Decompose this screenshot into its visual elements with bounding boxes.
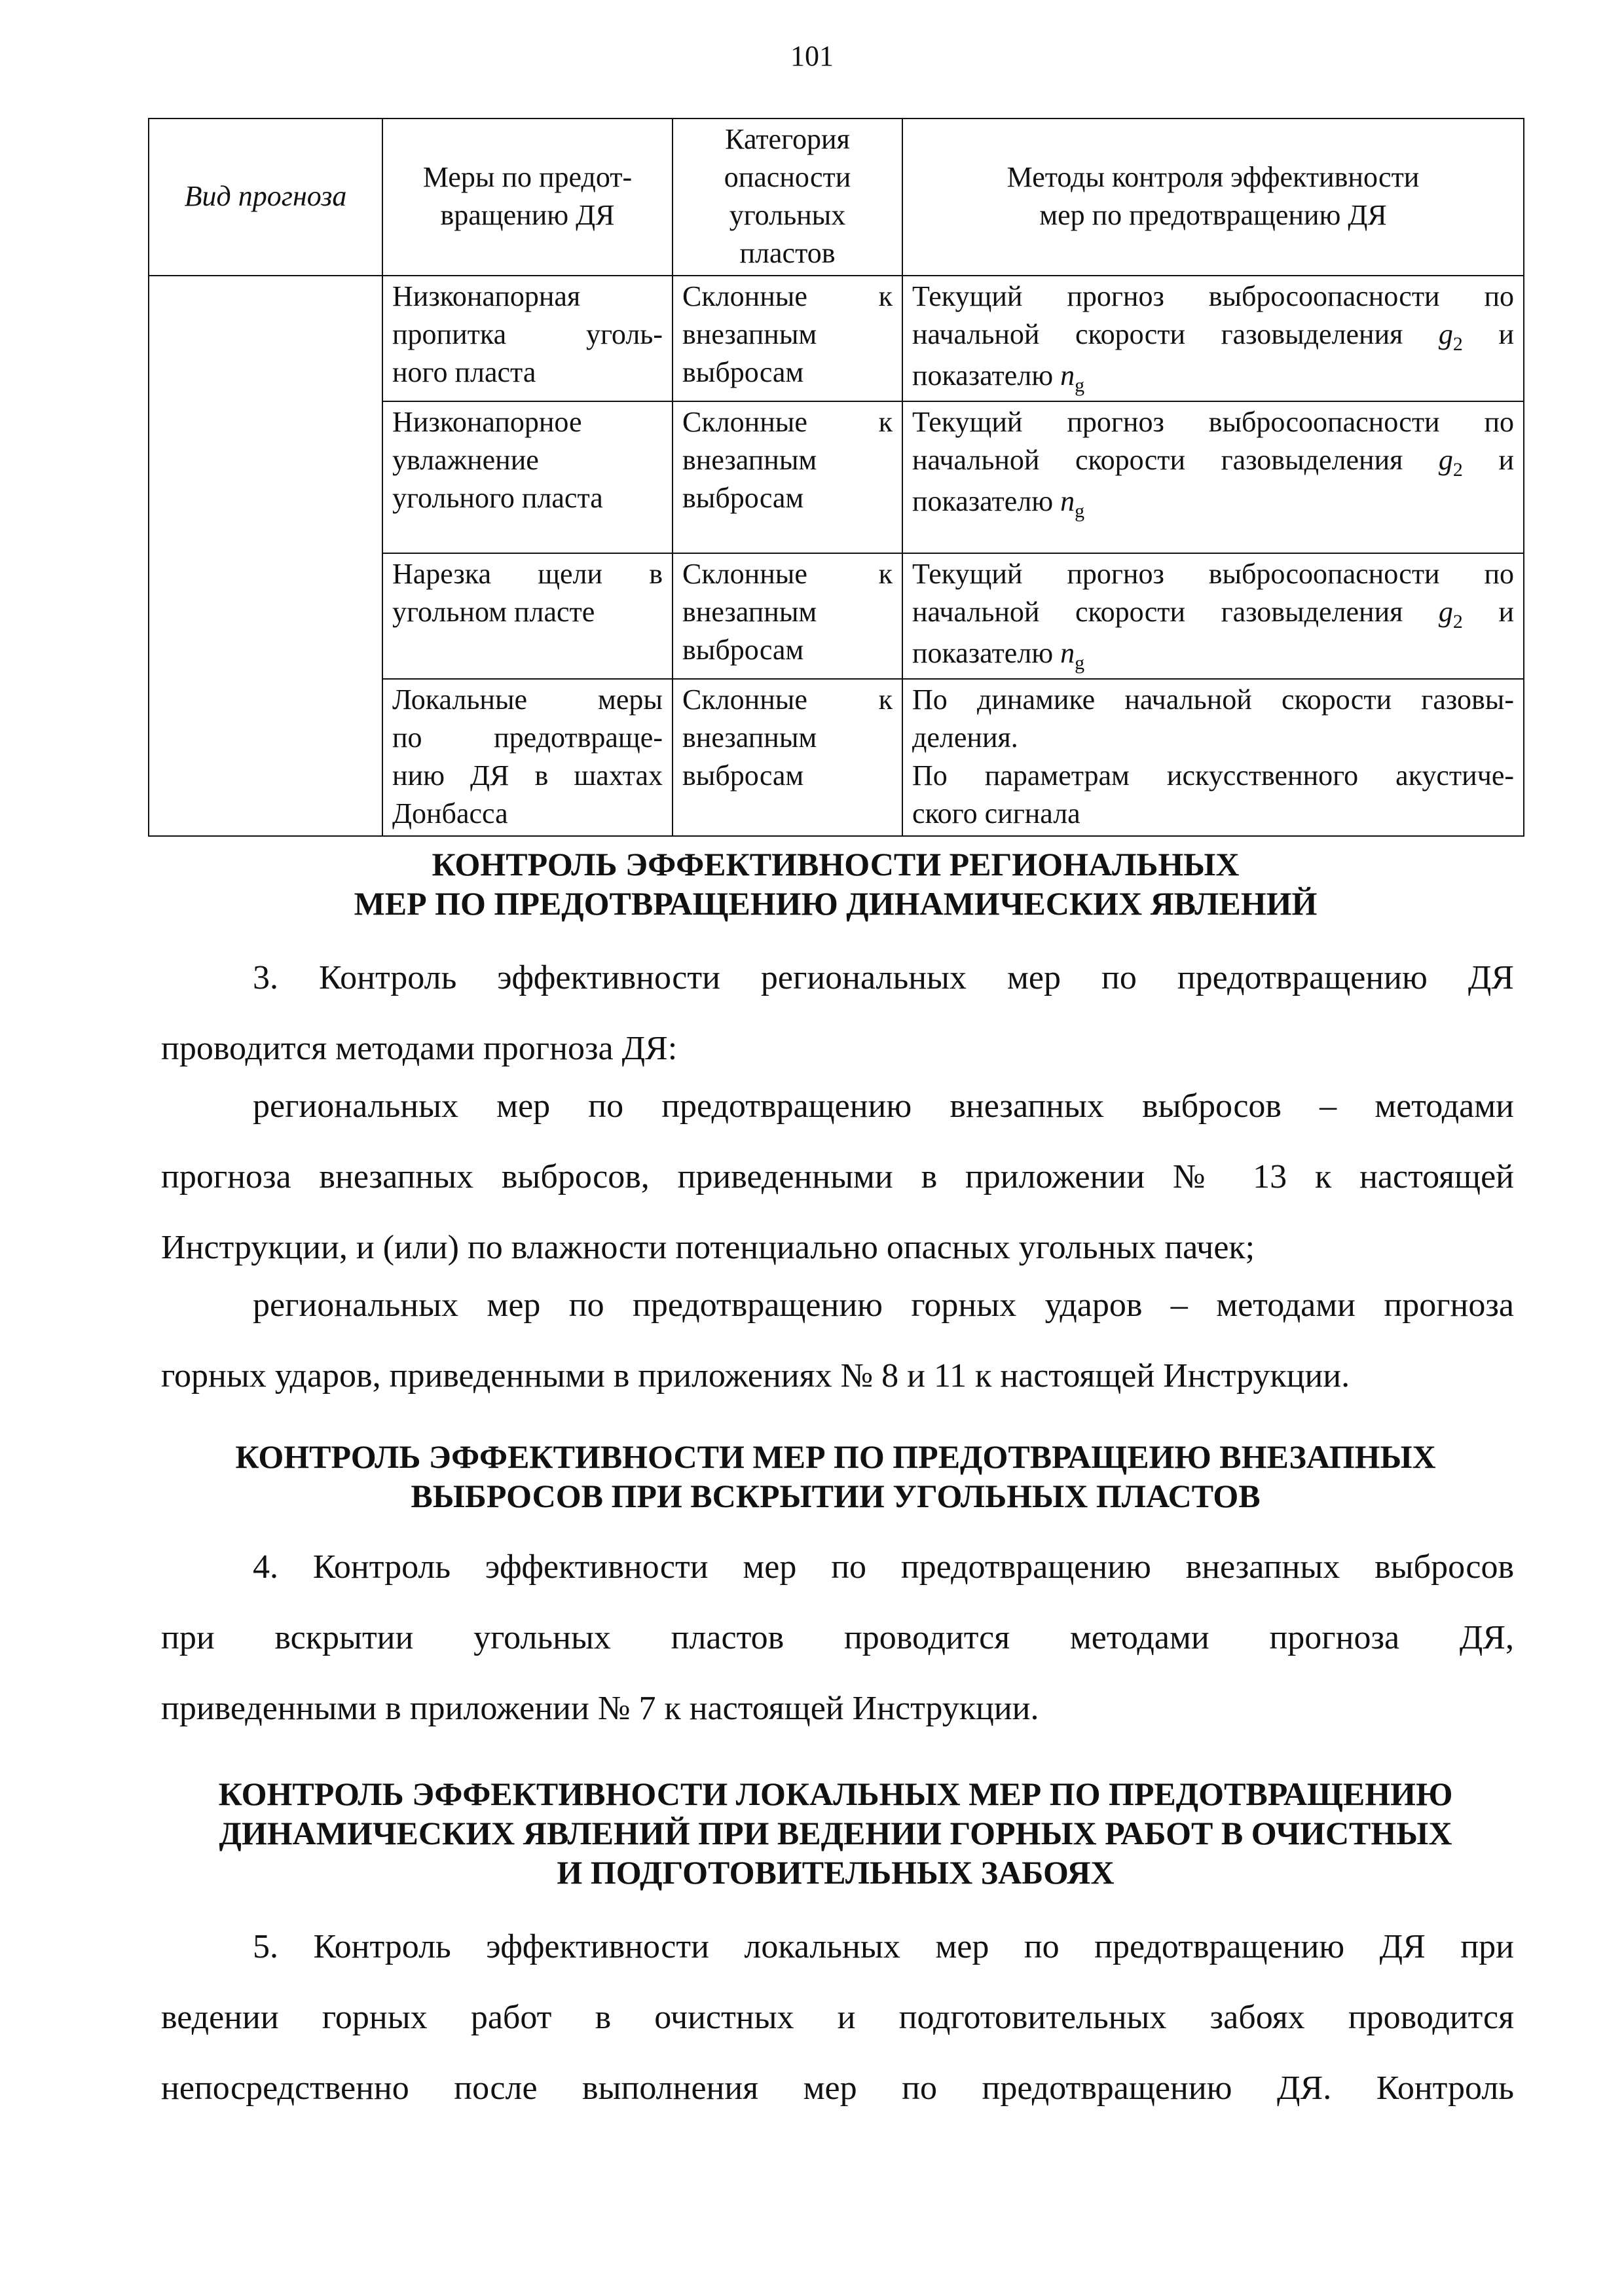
- measures-table: [148, 118, 1524, 837]
- paragraph-regional-outbursts: региональных мер по предотвращению внезапных выбросов – методами прогноза внезапных выбросов, приведенными в приложении № 13 к настоящей Инструкции, и (или) по влажности потенциально опасных угольных пачек;: [161, 1087, 1514, 1266]
- paragraph-regional-rockbursts: региональных мер по предотвращению горных ударов – методами прогноза горных ударов, приведенными в приложениях № 8 и 11 к настоящей Инструкции.: [161, 1286, 1514, 1394]
- header-forecast-kind: Вид прогноза: [149, 118, 382, 276]
- methods-cell: По динамике начальной скорости газовы- деления. По параметрам искусственного акустиче- ского сигнала: [902, 679, 1524, 836]
- header-category: Категория опасности угольных пластов: [673, 118, 902, 276]
- section-heading-local: КОНТРОЛЬ ЭФФЕКТИВНОСТИ ЛОКАЛЬНЫХ МЕР ПО ПРЕДОТВРАЩЕНИЮ ДИНАМИЧЕСКИХ ЯВЛЕНИЙ ПРИ ВЕДЕНИИ ГОРНЫХ РАБОТ В ОЧИСТНЫХ И ПОДГОТОВИТЕЛЬНЫХ ЗАБОЯХ: [218, 1776, 1453, 1891]
- measure-cell: Низконапорное увлажнение угольного пласта: [382, 401, 673, 553]
- header-methods: Методы контроля эффективности мер по предотвращению ДЯ: [902, 118, 1524, 276]
- header-measures: Меры по предот- вращению ДЯ: [382, 118, 673, 276]
- measure-cell: Локальные меры по предотвраще- нию ДЯ в шахтах Донбасса: [382, 679, 673, 836]
- category-cell: Склонные к внезапным выбросам: [673, 553, 902, 679]
- category-cell: Склонные к внезапным выбросам: [673, 276, 902, 401]
- measure-cell: Нарезка щели в угольном пласте: [382, 553, 673, 679]
- category-cell: Склонные к внезапным выбросам: [673, 679, 902, 836]
- section-heading-regional: КОНТРОЛЬ ЭФФЕКТИВНОСТИ РЕГИОНАЛЬНЫХ МЕР ПО ПРЕДОТВРАЩЕНИЮ ДИНАМИЧЕСКИХ ЯВЛЕНИЙ: [354, 846, 1318, 922]
- page-number: 101: [790, 40, 834, 72]
- methods-cell: Текущий прогноз выбросоопасности по начальной скорости газовыделения $g_2$ и показателю $n_g$: [902, 401, 1524, 553]
- measure-cell: Низконапорная пропитка уголь- ного пласта: [382, 276, 673, 401]
- table-row: [149, 276, 1524, 401]
- forecast-kind-cell: [149, 276, 382, 836]
- paragraph-5: 5. Контроль эффективности локальных мер по предотвращению ДЯ при ведении горных работ в очистных и подготовительных забоях проводится непосредственно после выполнения мер по предотвращению ДЯ. Контроль: [161, 1928, 1514, 2107]
- methods-cell: Текущий прогноз выбросоопасности по начальной скорости газовыделения $g_2$ и показателю $n_g$: [902, 553, 1524, 679]
- methods-cell: Текущий прогноз выбросоопасности по начальной скорости газовыделения $g_2$ и показателю $n_g$: [902, 276, 1524, 401]
- paragraph-3: 3. Контроль эффективности региональных мер по предотвращению ДЯ проводится методами прогноза ДЯ:: [161, 959, 1514, 1067]
- section-heading-opening: КОНТРОЛЬ ЭФФЕКТИВНОСТИ МЕР ПО ПРЕДОТВРАЩЕИЮ ВНЕЗАПНЫХ ВЫБРОСОВ ПРИ ВСКРЫТИИ УГОЛЬНЫХ ПЛАСТОВ: [235, 1438, 1436, 1514]
- paragraph-4: 4. Контроль эффективности мер по предотвращению внезапных выбросов при вскрытии угольных пластов проводится методами прогноза ДЯ, приведенными в приложении № 7 к настоящей Инструкции.: [161, 1548, 1514, 1727]
- category-cell: Склонные к внезапным выбросам: [673, 401, 902, 553]
